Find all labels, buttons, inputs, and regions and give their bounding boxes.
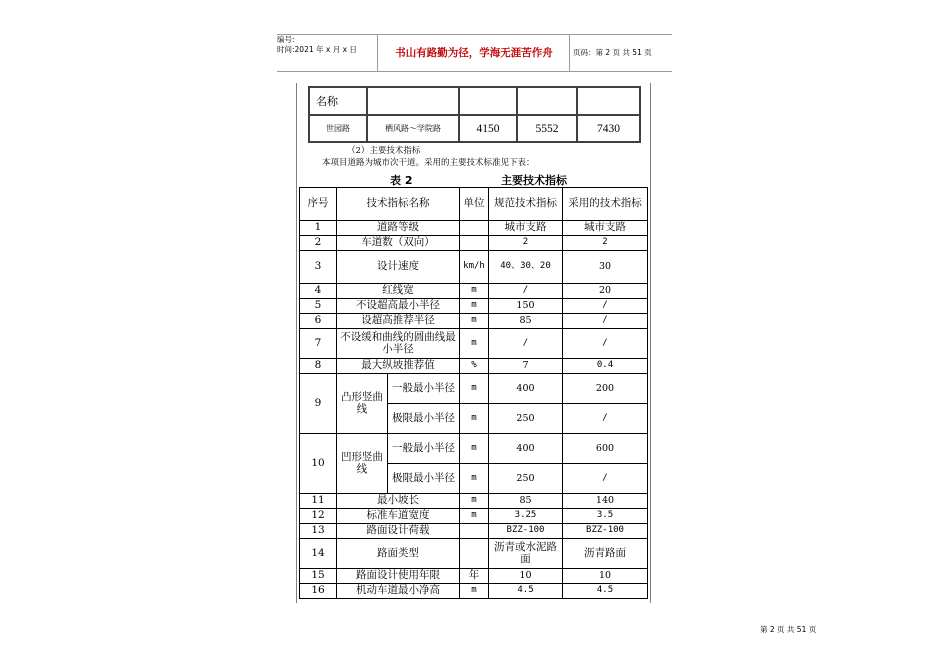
header-page-number: 页码：第 2 页 共 51 页 xyxy=(573,48,652,57)
seq-cell: 12 xyxy=(300,509,337,524)
header-meta xyxy=(277,35,377,71)
header-divider xyxy=(377,35,378,71)
spec-cell: 400 xyxy=(489,374,563,404)
spec-cell: 沥青或水泥路面 xyxy=(489,539,563,569)
seq-cell: 9 xyxy=(300,374,337,434)
table-cell xyxy=(577,87,640,115)
unit-cell: % xyxy=(460,359,489,374)
name-cell: 设计速度 xyxy=(337,251,460,284)
table-row xyxy=(300,236,648,251)
seq-cell: 6 xyxy=(300,314,337,329)
adopted-cell: / xyxy=(563,404,648,434)
name-header: 技术指标名称 xyxy=(337,188,460,221)
seq-cell: 3 xyxy=(300,251,337,284)
document-time-label: 时间:2021 年 x 月 x 日 xyxy=(277,45,357,54)
adopted-cell: 沥青路面 xyxy=(563,539,648,569)
traffic-value-cell: 4150 xyxy=(459,115,517,142)
road-section-cell: 栖风路～学院路 xyxy=(367,115,459,142)
seq-cell: 1 xyxy=(300,221,337,236)
unit-cell xyxy=(460,236,489,251)
page-footer: 第 2 页 共 51 页 xyxy=(760,625,817,634)
unit-cell xyxy=(460,524,489,539)
unit-cell: m xyxy=(460,374,489,404)
name-cell: 不设超高最小半径 xyxy=(337,299,460,314)
unit-cell xyxy=(460,221,489,236)
sub-name-cell: 极限最小半径 xyxy=(388,464,460,494)
adopted-cell: 0.4 xyxy=(563,359,648,374)
adopted-cell: / xyxy=(563,464,648,494)
unit-cell: m xyxy=(460,404,489,434)
unit-cell: m xyxy=(460,494,489,509)
table-cell xyxy=(367,87,459,115)
seq-cell: 14 xyxy=(300,539,337,569)
road-name-header: 名称 xyxy=(309,87,367,115)
adopted-cell: 3.5 xyxy=(563,509,648,524)
table-row xyxy=(300,359,648,374)
header-motto: 书山有路勤为径，学海无涯苦作舟 xyxy=(395,47,553,59)
spec-cell: 85 xyxy=(489,494,563,509)
table-row xyxy=(300,509,648,524)
road-traffic-table xyxy=(308,86,641,143)
technical-indicators-table xyxy=(299,187,648,599)
name-cell: 不设缓和曲线的圆曲线最小半径 xyxy=(337,329,460,359)
adopted-cell: 600 xyxy=(563,434,648,464)
spec-cell: / xyxy=(489,284,563,299)
unit-cell xyxy=(460,539,489,569)
adopted-cell: 城市支路 xyxy=(563,221,648,236)
adopted-cell: 200 xyxy=(563,374,648,404)
seq-cell: 4 xyxy=(300,284,337,299)
seq-cell: 15 xyxy=(300,569,337,584)
spec-cell: 3.25 xyxy=(489,509,563,524)
table-row xyxy=(300,251,648,284)
spec-cell: 4.5 xyxy=(489,584,563,599)
name-cell: 红线宽 xyxy=(337,284,460,299)
table-row xyxy=(300,524,648,539)
table-row xyxy=(300,221,648,236)
section-heading: （2）主要技术指标 xyxy=(347,146,421,156)
table-row xyxy=(300,584,648,599)
group-name-cell: 凹形竖曲线 xyxy=(337,434,388,494)
road-name-cell: 世园路 xyxy=(309,115,367,142)
spec-cell: 250 xyxy=(489,404,563,434)
page-frame-right-line xyxy=(650,83,651,603)
sub-name-cell: 极限最小半径 xyxy=(388,404,460,434)
seq-cell: 13 xyxy=(300,524,337,539)
spec-cell: BZZ-100 xyxy=(489,524,563,539)
table-row xyxy=(300,284,648,299)
unit-cell: m xyxy=(460,329,489,359)
name-cell: 最小坡长 xyxy=(337,494,460,509)
seq-header: 序号 xyxy=(300,188,337,221)
seq-cell: 16 xyxy=(300,584,337,599)
traffic-value-cell: 5552 xyxy=(517,115,577,142)
sub-name-cell: 一般最小半径 xyxy=(388,434,460,464)
seq-cell: 10 xyxy=(300,434,337,494)
name-cell: 设超高推荐半径 xyxy=(337,314,460,329)
spec-cell: 400 xyxy=(489,434,563,464)
spec-cell: / xyxy=(489,329,563,359)
table-row xyxy=(300,434,648,464)
spec-cell: 7 xyxy=(489,359,563,374)
table-row xyxy=(300,569,648,584)
adopted-cell: 30 xyxy=(563,251,648,284)
table-cell xyxy=(459,87,517,115)
adopted-cell: 10 xyxy=(563,569,648,584)
table-header-row xyxy=(300,188,648,221)
unit-cell: m xyxy=(460,584,489,599)
table-title: 主要技术指标 xyxy=(501,174,567,187)
unit-cell: m xyxy=(460,284,489,299)
table-row xyxy=(300,494,648,509)
unit-cell: km/h xyxy=(460,251,489,284)
unit-cell: m xyxy=(460,299,489,314)
header-divider xyxy=(569,35,570,71)
page-header xyxy=(277,34,672,72)
name-cell: 标准车道宽度 xyxy=(337,509,460,524)
sub-name-cell: 一般最小半径 xyxy=(388,374,460,404)
document-number-label: 编号: xyxy=(277,35,295,44)
adopted-cell: 20 xyxy=(563,284,648,299)
spec-cell: 250 xyxy=(489,464,563,494)
unit-cell: m xyxy=(460,509,489,524)
name-cell: 路面设计荷载 xyxy=(337,524,460,539)
name-cell: 车道数（双向） xyxy=(337,236,460,251)
spec-cell: 10 xyxy=(489,569,563,584)
spec-header: 规范技术指标 xyxy=(489,188,563,221)
name-cell: 道路等级 xyxy=(337,221,460,236)
adopted-cell: 140 xyxy=(563,494,648,509)
seq-cell: 7 xyxy=(300,329,337,359)
name-cell: 路面类型 xyxy=(337,539,460,569)
seq-cell: 5 xyxy=(300,299,337,314)
traffic-value-cell: 7430 xyxy=(577,115,640,142)
table-row xyxy=(300,374,648,404)
adopted-cell: 4.5 xyxy=(563,584,648,599)
unit-cell: m xyxy=(460,464,489,494)
adopted-cell: / xyxy=(563,299,648,314)
table-header-row xyxy=(309,87,640,115)
table-row xyxy=(300,314,648,329)
adopted-cell: / xyxy=(563,314,648,329)
seq-cell: 8 xyxy=(300,359,337,374)
adopted-cell: / xyxy=(563,329,648,359)
unit-cell: m xyxy=(460,314,489,329)
table-cell xyxy=(517,87,577,115)
unit-header: 单位 xyxy=(460,188,489,221)
spec-cell: 150 xyxy=(489,299,563,314)
unit-cell: m xyxy=(460,434,489,464)
seq-cell: 11 xyxy=(300,494,337,509)
adopted-cell: BZZ-100 xyxy=(563,524,648,539)
intro-paragraph: 本项目道路为城市次干道。采用的主要技术标准见下表： xyxy=(322,158,535,168)
adopted-cell: 2 xyxy=(563,236,648,251)
unit-cell: 年 xyxy=(460,569,489,584)
spec-cell: 85 xyxy=(489,314,563,329)
spec-cell: 城市支路 xyxy=(489,221,563,236)
name-cell: 最大纵坡推荐值 xyxy=(337,359,460,374)
spec-cell: 40、30、20 xyxy=(489,251,563,284)
name-cell: 路面设计使用年限 xyxy=(337,569,460,584)
adopted-header: 采用的技术指标 xyxy=(563,188,648,221)
name-cell: 机动车道最小净高 xyxy=(337,584,460,599)
page-frame-left-line xyxy=(296,83,297,603)
group-name-cell: 凸形竖曲线 xyxy=(337,374,388,434)
spec-cell: 2 xyxy=(489,236,563,251)
seq-cell: 2 xyxy=(300,236,337,251)
table-row xyxy=(300,539,648,569)
table-label: 表 2 xyxy=(390,174,413,187)
table-row xyxy=(309,115,640,142)
table-row xyxy=(300,329,648,359)
table-row xyxy=(300,299,648,314)
